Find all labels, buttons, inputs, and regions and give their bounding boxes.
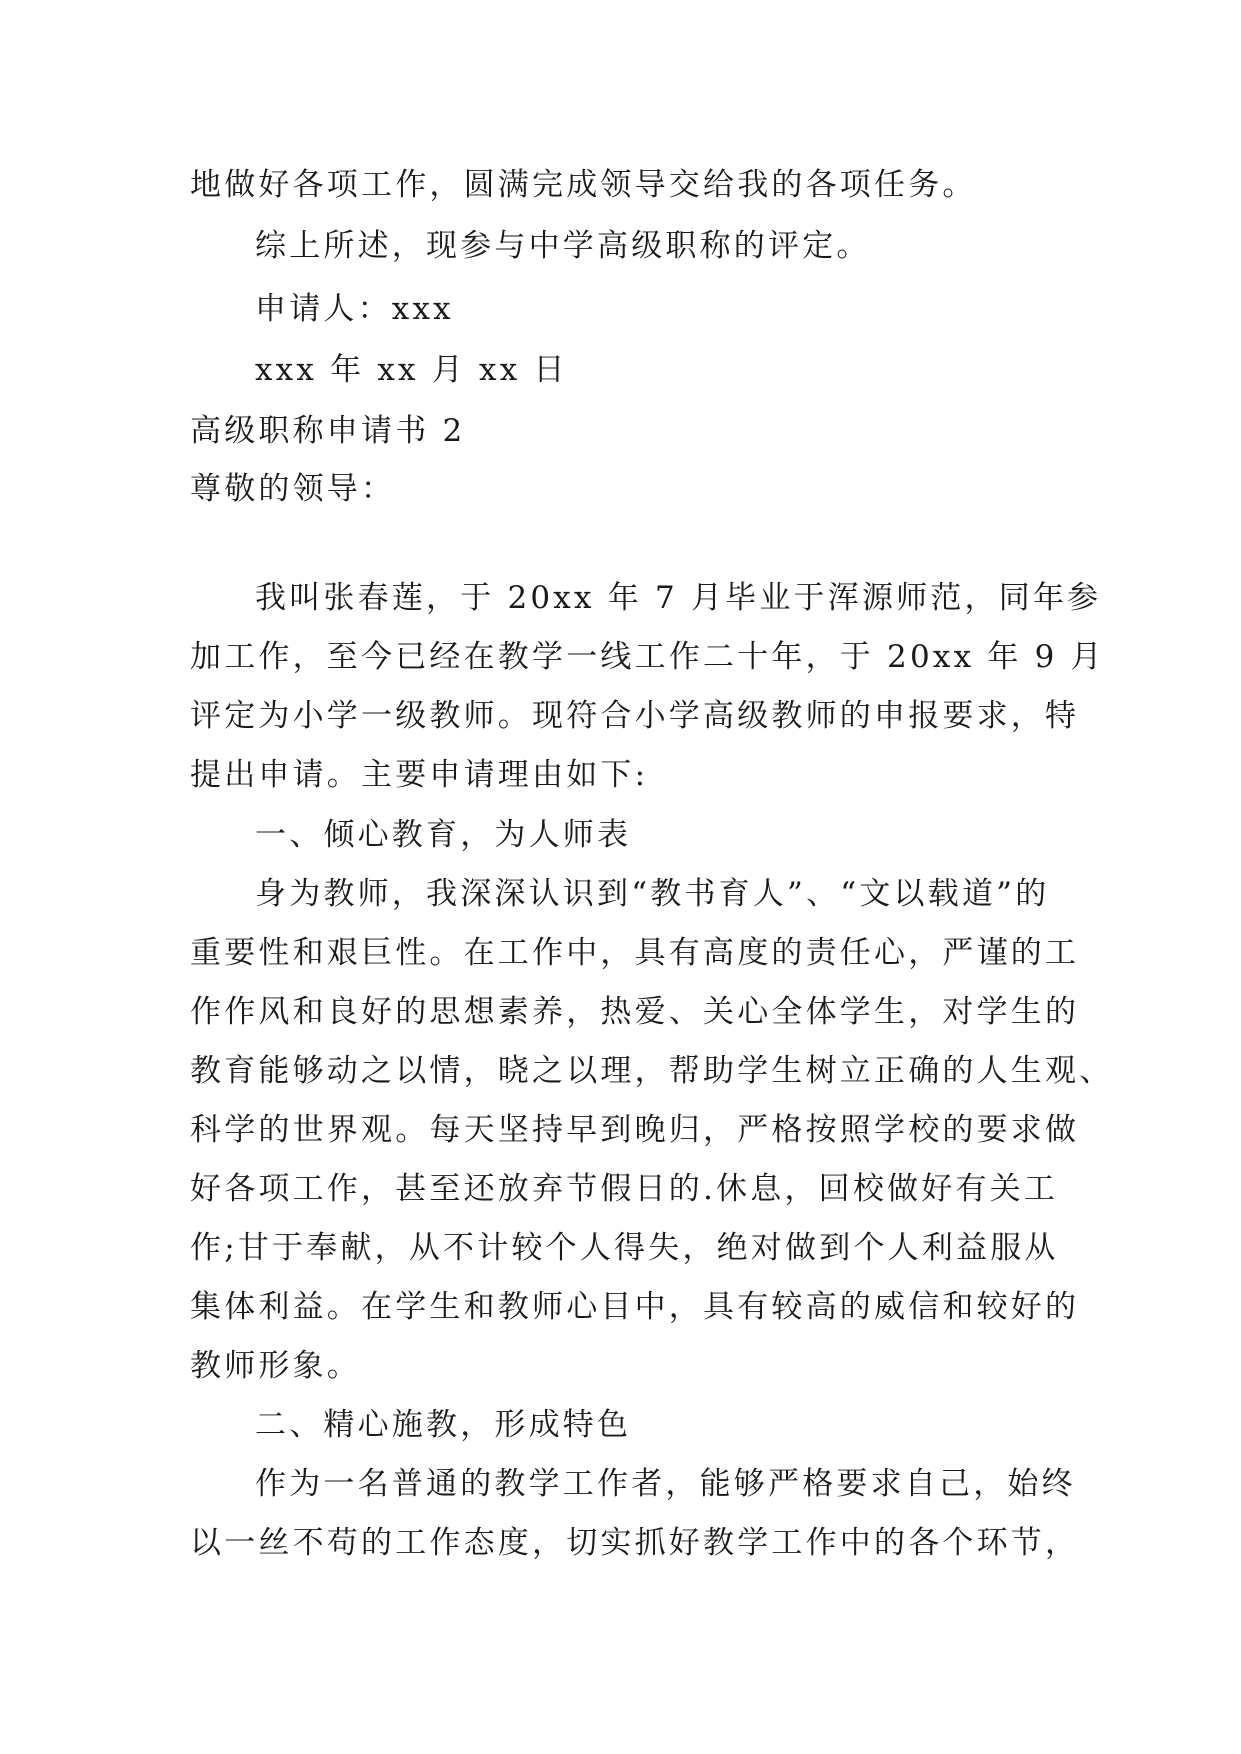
- heading-one: 一、倾心教育，为人师表: [255, 817, 632, 853]
- text-line-7: 我叫张春莲，于 20xx 年 7 月毕业于浑源师范，同年参: [255, 580, 1102, 616]
- text-line-20: 教师形象。: [190, 1348, 361, 1384]
- text-line-18: 作;甘于奉献，从不计较个人得失，绝对做到个人利益服从: [190, 1230, 1059, 1266]
- text-line-19: 集体利益。在学生和教师心目中，具有较高的威信和较好的: [190, 1289, 1080, 1325]
- salutation: 尊敬的领导：: [190, 471, 396, 507]
- text-line-14: 作作风和良好的思想素养，热爱、关心全体学生，对学生的: [190, 994, 1080, 1030]
- text-line-23: 以一丝不苟的工作态度，切实抓好教学工作中的各个环节，: [190, 1525, 1080, 1561]
- text-line-12: 身为教师，我深深认识到“教书育人”、“文以载道”的: [255, 876, 1050, 912]
- date-line: xxx 年 xx 月 xx 日: [255, 352, 568, 388]
- text-line-10: 提出申请。主要申请理由如下:: [190, 757, 649, 793]
- text-line-17: 好各项工作，甚至还放弃节假日的.休息，回校做好有关工: [190, 1171, 1059, 1207]
- text-line-9: 评定为小学一级教师。现符合小学高级教师的申报要求，特: [190, 698, 1080, 734]
- text-line-2: 综上所述，现参与中学高级职称的评定。: [255, 228, 871, 264]
- section-title: 高级职称申请书 2: [190, 413, 466, 449]
- text-line-8: 加工作，至今已经在教学一线工作二十年，于 20xx 年 9 月: [190, 639, 1105, 675]
- heading-two: 二、精心施教，形成特色: [255, 1407, 632, 1443]
- text-line-16: 科学的世界观。每天坚持早到晚归，严格按照学校的要求做: [190, 1112, 1080, 1148]
- text-line-1: 地做好各项工作，圆满完成领导交给我的各项任务。: [190, 167, 977, 203]
- text-line-22: 作为一名普通的教学工作者，能够严格要求自己，始终: [255, 1466, 1076, 1502]
- text-line-13: 重要性和艰巨性。在工作中，具有高度的责任心，严谨的工: [190, 935, 1080, 971]
- text-line-15: 教育能够动之以情，晓之以理，帮助学生树立正确的人生观、: [190, 1053, 1114, 1089]
- applicant-line: 申请人：xxx: [255, 291, 454, 327]
